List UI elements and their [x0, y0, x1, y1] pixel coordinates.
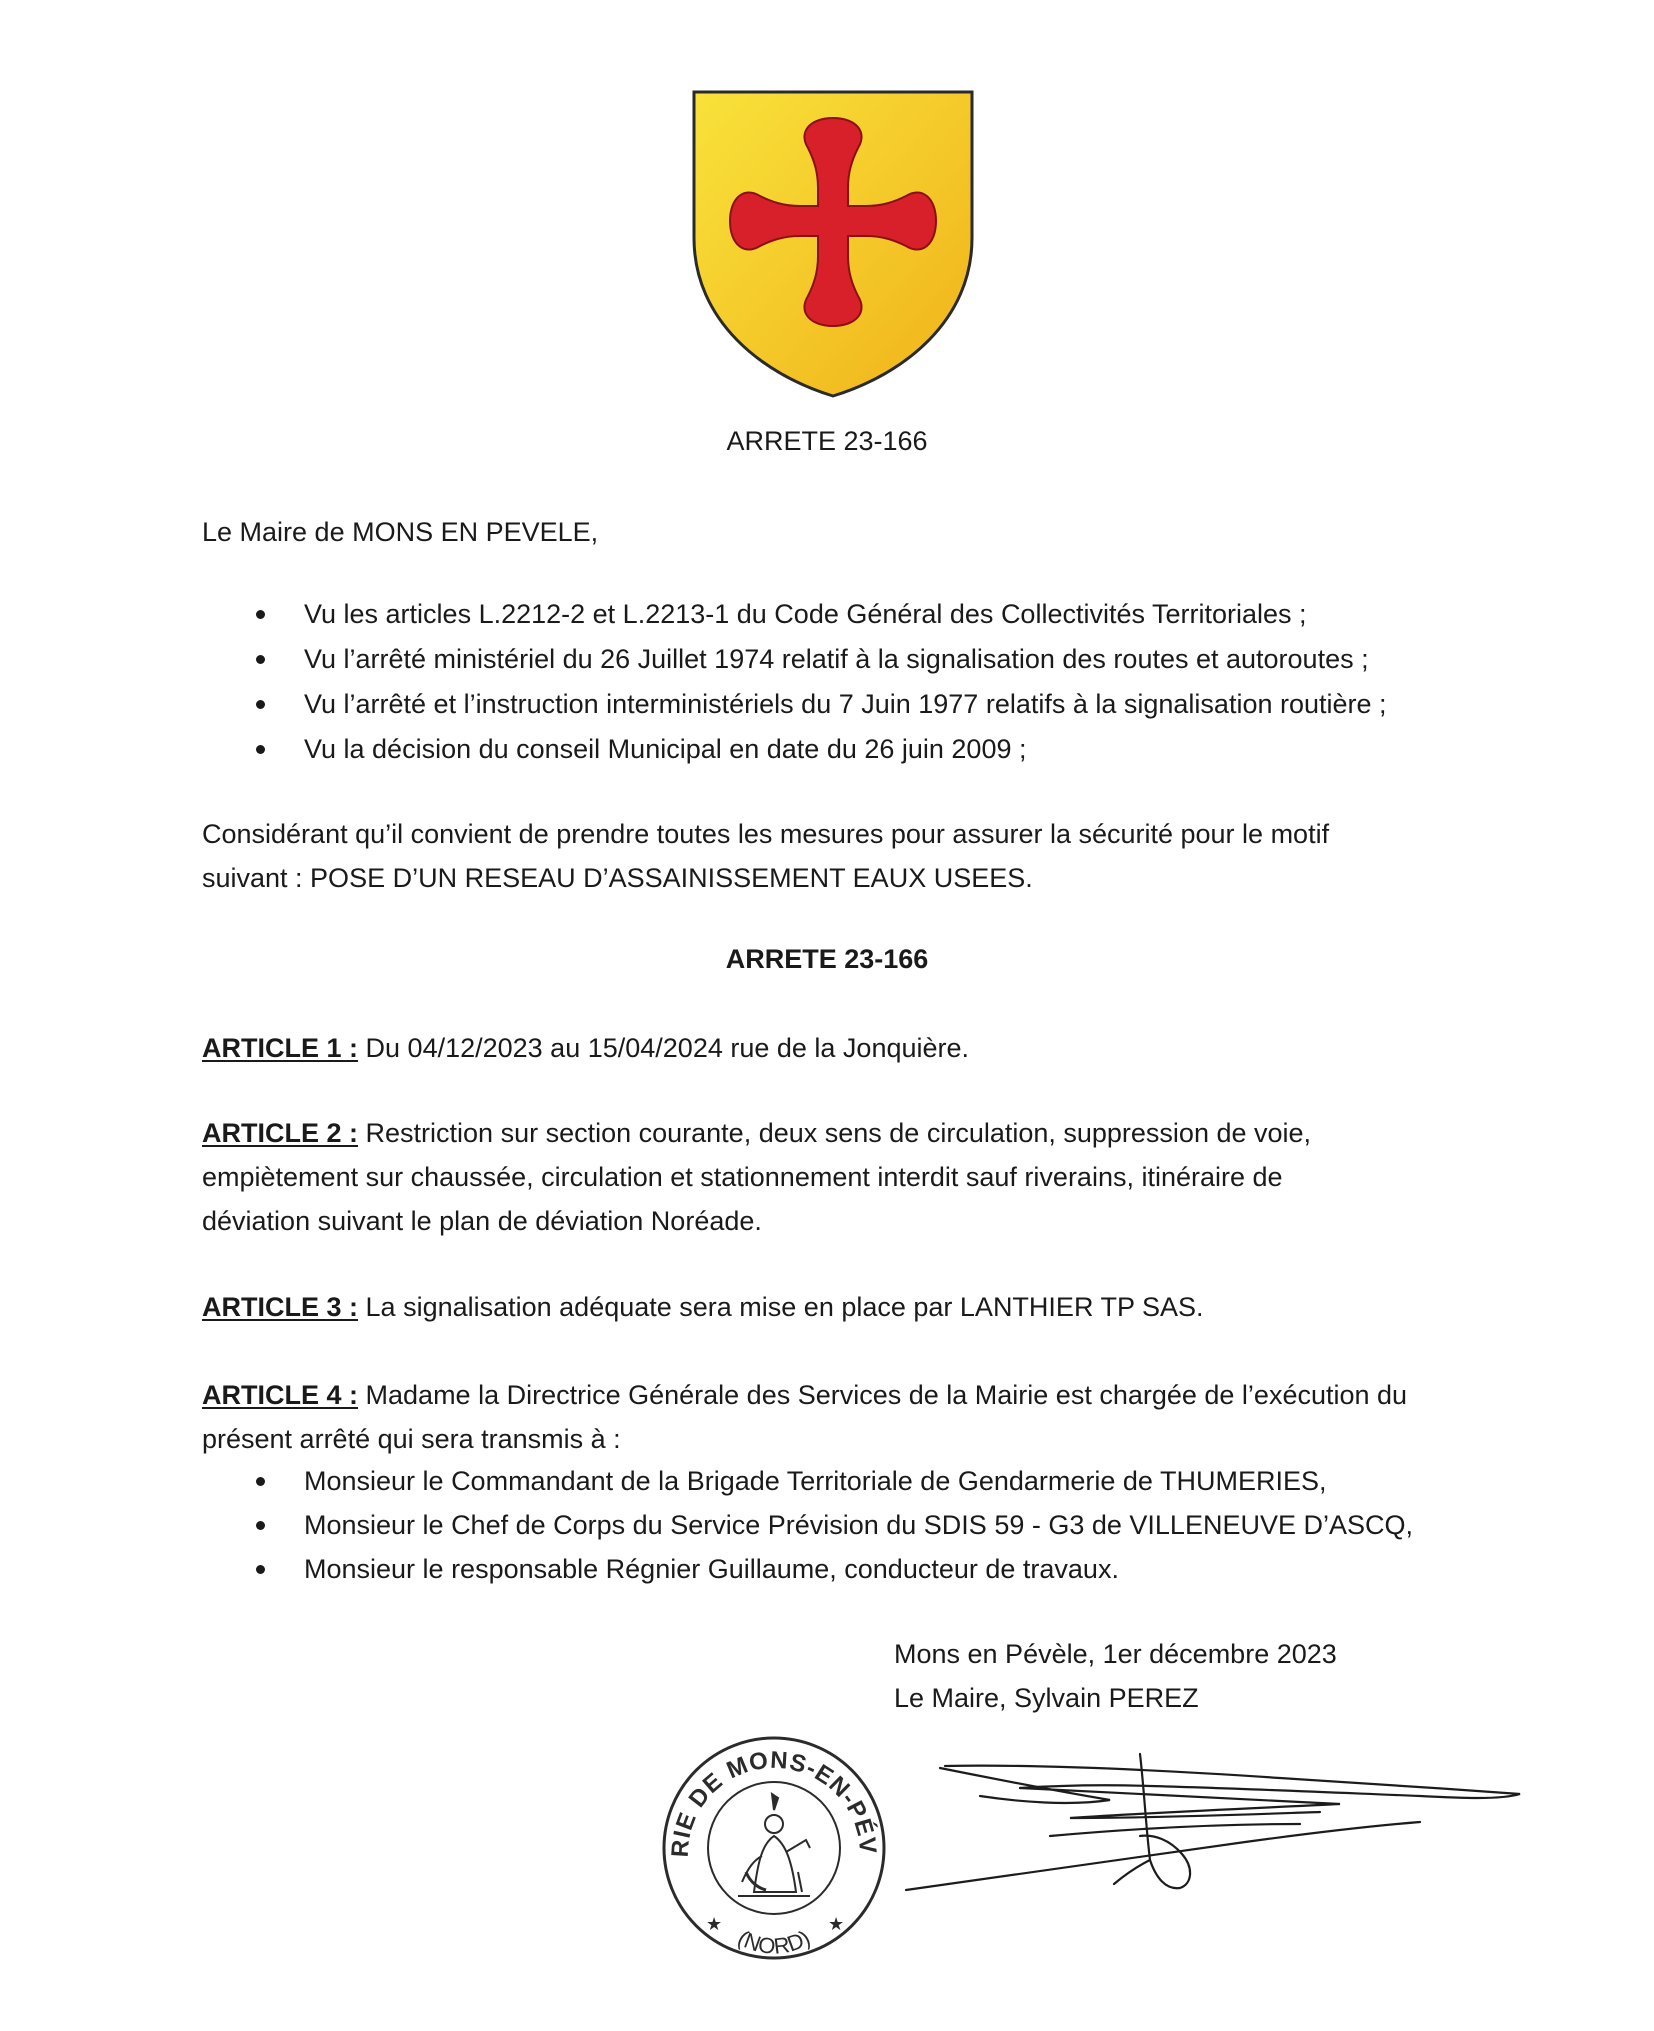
article-text: Restriction sur section courante, deux sens de circulation, suppression de voie, [365, 1118, 1312, 1148]
arrete-heading: ARRETE 23-166 [725, 944, 929, 974]
list-item: Vu la décision du conseil Municipal en date du 26 juin 2009 ; [252, 727, 1387, 771]
seal-text-bottom: (NORD) [733, 1925, 815, 1959]
list-item: Monsieur le Chef de Corps du Service Prévision du SDIS 59 - G3 de VILLENEUVE D’ASCQ, [252, 1503, 1413, 1547]
article-4 [202, 1373, 1462, 1461]
visas-list [252, 592, 1387, 771]
article-3 [202, 1285, 1462, 1329]
seal-stamp-icon [658, 1732, 890, 1964]
coat-of-arms [690, 88, 976, 400]
list-item: Vu l’arrêté ministériel du 26 Juillet 1974 relatif à la signalisation des routes et autoroutes ; [252, 637, 1387, 681]
list-item: Vu les articles L.2212-2 et L.2213-1 du Code Général des Collectivités Territoriales ; [252, 592, 1387, 636]
arrete-number-header: ARRETE 23-166 [726, 426, 928, 456]
considerant-line: Considérant qu’il convient de prendre toutes les mesures pour assurer la sécurité pour le motif [202, 819, 1330, 849]
recipients-list [252, 1459, 1413, 1591]
article-label: ARTICLE 4 : [202, 1380, 359, 1410]
signature-icon [900, 1748, 1560, 1898]
signatory-name: Le Maire, Sylvain PEREZ [894, 1683, 1199, 1713]
article-text: empiètement sur chaussée, circulation et stationnement interdit sauf riverains, itinéraire de [202, 1162, 1283, 1192]
list-item: Vu l’arrêté et l’instruction interministériels du 7 Juin 1977 relatifs à la signalisation routière ; [252, 682, 1387, 726]
mairie-seal [658, 1732, 890, 1964]
article-text: Du 04/12/2023 au 15/04/2024 rue de la Jonquière. [365, 1033, 970, 1063]
article-text: présent arrêté qui sera transmis à : [202, 1424, 621, 1454]
considerant-paragraph [202, 812, 1462, 900]
considerant-line: suivant : POSE D’UN RESEAU D’ASSAINISSEMENT EAUX USEES. [202, 863, 1033, 893]
handwritten-signature [900, 1748, 1560, 1898]
shield-emblem-icon [690, 88, 976, 400]
place-date: Mons en Pévèle, 1er décembre 2023 [894, 1639, 1337, 1669]
article-text: Madame la Directrice Générale des Services de la Mairie est chargée de l’exécution du [365, 1380, 1408, 1410]
article-2 [202, 1111, 1462, 1243]
list-item: Monsieur le responsable Régnier Guillaume, conducteur de travaux. [252, 1547, 1413, 1591]
seal-text-top: RIE DE MONS-EN-PÉV [666, 1746, 882, 1859]
article-text: déviation suivant le plan de déviation Noréade. [202, 1206, 762, 1236]
article-label: ARTICLE 3 : [202, 1292, 359, 1322]
maire-line: Le Maire de MONS EN PEVELE, [202, 517, 599, 547]
article-label: ARTICLE 1 : [202, 1033, 359, 1063]
article-1 [202, 1026, 1462, 1070]
svg-text:★: ★ [706, 1914, 723, 1934]
article-label: ARTICLE 2 : [202, 1118, 359, 1148]
svg-text:★: ★ [828, 1914, 845, 1934]
list-item: Monsieur le Commandant de la Brigade Territoriale de Gendarmerie de THUMERIES, [252, 1459, 1413, 1503]
article-text: La signalisation adéquate sera mise en place par LANTHIER TP SAS. [365, 1292, 1204, 1322]
